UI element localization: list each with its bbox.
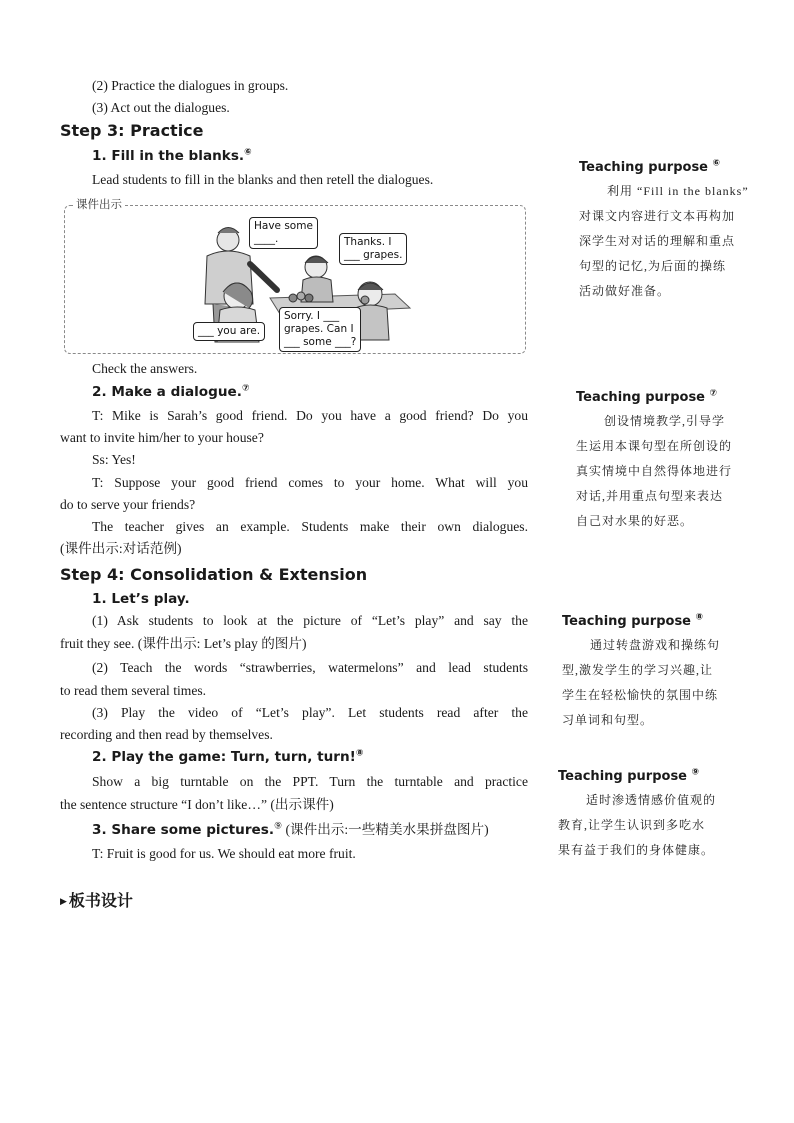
- play-line-1b: fruit they see. (课件出示: Let’s play 的图片): [60, 636, 307, 651]
- note-title: [576, 387, 766, 409]
- bubble-text: ___ grapes.: [344, 249, 403, 261]
- make-dialogue-label: 2. Make a dialogue.: [92, 384, 242, 400]
- marker: ⑥: [712, 158, 721, 169]
- note-line: 通过转盘游戏和操练句: [590, 638, 721, 652]
- teaching-purpose-note-6: [579, 157, 769, 304]
- play-line-2b: to read them several times.: [60, 683, 207, 698]
- bubble-text: Thanks. I: [344, 236, 392, 248]
- note-line: 自己对水果的好恶。: [576, 514, 694, 528]
- note-line: 对课文内容进行文本再构加: [579, 209, 736, 223]
- note-title: [562, 611, 752, 633]
- share-pictures-note: (课件出示:一些精美水果拼盘图片): [282, 822, 489, 837]
- teaching-purpose-note-9: [558, 766, 748, 863]
- step3-heading: Step 3: Practice: [60, 121, 204, 140]
- teacher-line-2b: do to serve your friends?: [60, 497, 196, 512]
- bubble-text: Sorry. I ___: [284, 310, 340, 322]
- note-body: [576, 409, 766, 534]
- triangle-bullet-icon: ▶: [60, 897, 67, 907]
- fruit-good-line: T: Fruit is good for us. We should eat more fruit.: [92, 846, 356, 861]
- teacher-line-1a: T: Mike is Sarah’s good friend. Do you have a good friend? Do you: [92, 408, 528, 423]
- note-line: 型,激发学生的学习兴趣,让: [562, 663, 714, 677]
- note-line: 活动做好准备。: [579, 284, 671, 298]
- fill-blanks-heading: [60, 145, 528, 167]
- note-title-text: Teaching purpose: [576, 390, 705, 405]
- board-design-heading: [60, 888, 133, 911]
- speech-bubble-you-are: [193, 322, 265, 341]
- note-line: 习单词和句型。: [562, 713, 654, 727]
- bubble-text: grapes. Can I: [284, 323, 354, 335]
- marker: ⑨: [691, 767, 700, 778]
- note-line: 利用 “Fill in the blanks”: [607, 184, 749, 198]
- play-line-2a: (2) Teach the words “strawberries, watermelons” and lead students: [92, 660, 528, 675]
- teacher-line-1b: want to invite him/her to your house?: [60, 430, 264, 445]
- board-design-title: 板书设计: [68, 891, 133, 910]
- game-line-a: Show a big turntable on the PPT. Turn the turntable and practice: [92, 774, 528, 789]
- example-line-a: The teacher gives an example. Students make their own dialogues.: [92, 519, 528, 534]
- play-line-1a: (1) Ask students to look at the picture of “Let’s play” and say the: [92, 613, 528, 628]
- note-title-text: Teaching purpose: [562, 614, 691, 629]
- make-dialogue-heading: [60, 381, 528, 403]
- game-line-b: the sentence structure “I don’t like…” (出示课件): [60, 797, 334, 812]
- step4-heading: Step 4: Consolidation & Extension: [60, 565, 368, 584]
- act-out-line: (3) Act out the dialogues.: [92, 100, 230, 115]
- bubble-text: ___ you are.: [198, 325, 261, 337]
- share-pictures-heading: [60, 819, 528, 841]
- note-line: 适时渗透情感价值观的: [586, 793, 717, 807]
- bubble-text: ____.: [254, 233, 279, 245]
- fill-blanks-label: 1. Fill in the blanks.: [92, 148, 245, 164]
- marker: ⑦: [241, 383, 250, 394]
- note-line: 教育,让学生认识到多吃水: [558, 818, 706, 832]
- note-line: 创设情境教学,引导学: [604, 414, 726, 428]
- note-title-text: Teaching purpose: [579, 160, 708, 175]
- speech-bubble-thanks: [339, 233, 407, 265]
- bubble-text: ___ some ___?: [284, 336, 357, 348]
- dialogue-illustration: [64, 197, 526, 354]
- teaching-purpose-note-8: [562, 611, 752, 733]
- play-line-3b: recording and then read by themselves.: [60, 727, 273, 742]
- note-title: [558, 766, 748, 788]
- note-line: 对话,并用重点句型来表达: [576, 489, 724, 503]
- marker: ⑦: [709, 388, 718, 399]
- check-answers-line: Check the answers.: [92, 361, 198, 376]
- note-line: 句型的记忆,为后面的操练: [579, 259, 727, 273]
- marker: ⑥: [244, 147, 252, 158]
- teaching-purpose-note-7: [576, 387, 766, 534]
- note-body: [558, 788, 748, 863]
- fill-blanks-text: Lead students to fill in the blanks and then retell the dialogues.: [92, 172, 434, 187]
- note-body: [579, 179, 769, 304]
- note-line: 深学生对对话的理解和重点: [579, 234, 736, 248]
- bubble-text: Have some: [254, 220, 313, 232]
- speech-bubble-have-some: [249, 217, 318, 249]
- turntable-game-label: 2. Play the game: Turn, turn, turn!: [92, 749, 356, 765]
- note-body: [562, 633, 752, 733]
- note-title: [579, 157, 769, 179]
- students-line: Ss: Yes!: [92, 452, 136, 467]
- turntable-game-heading: [60, 746, 528, 768]
- speech-bubble-sorry: [279, 307, 361, 352]
- marker: ⑧: [355, 748, 364, 759]
- note-line: 学生在轻松愉快的氛围中练: [562, 688, 719, 702]
- share-pictures-label: 3. Share some pictures.: [92, 822, 275, 838]
- figure-label: 课件出示: [73, 196, 125, 212]
- note-title-text: Teaching purpose: [558, 769, 687, 784]
- lets-play-heading: 1. Let’s play.: [92, 591, 190, 607]
- teacher-line-2a: T: Suppose your good friend comes to your home. What will you: [92, 475, 528, 490]
- note-line: 生运用本课句型在所创设的: [576, 439, 733, 453]
- play-line-3a: (3) Play the video of “Let’s play”. Let students read after the: [92, 705, 528, 720]
- note-line: 真实情境中自然得体地进行: [576, 464, 733, 478]
- example-line-b: (课件出示:对话范例): [60, 541, 182, 556]
- practice-groups-line: (2) Practice the dialogues in groups.: [92, 78, 289, 93]
- marker: ⑧: [695, 612, 704, 623]
- marker: ⑨: [274, 820, 283, 831]
- note-line: 果有益于我们的身体健康。: [558, 843, 715, 857]
